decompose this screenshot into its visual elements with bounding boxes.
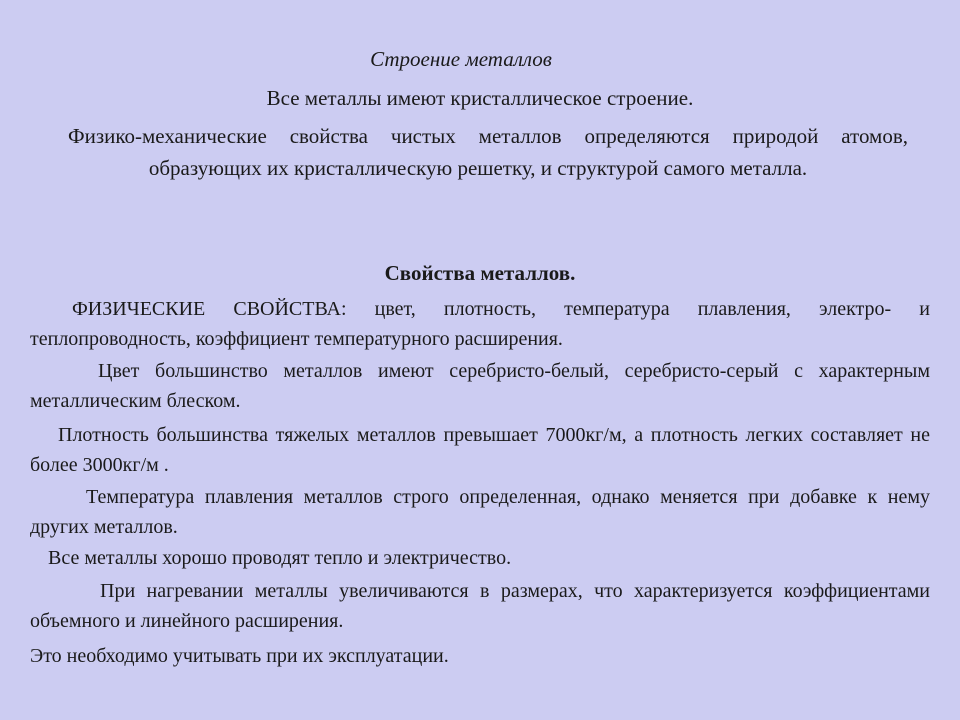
paragraph-operation: Это необходимо учитывать при их эксплуатации. xyxy=(30,645,449,667)
paragraph-conductivity: Все металлы хорошо проводят тепло и электричество. xyxy=(48,547,512,569)
paragraph-density: Плотность большинства тяжелых металлов превышает 7000кг/м, а плотность легких составляет не более 3000кг/м . xyxy=(30,424,930,476)
section-title: Свойства металлов. xyxy=(384,261,576,285)
slide-title: Строение металлов xyxy=(370,47,552,71)
paragraph-color: Цвет большинство металлов имеют серебристо-белый, серебристо-серый с характерным металлическим блеском. xyxy=(30,360,930,412)
paragraph-expansion: При нагревании металлы увеличиваются в размерах, что характеризуется коэффициентами объемного и линейного расширения. xyxy=(30,580,930,632)
paragraph-melting: Температура плавления металлов строго определенная, однако меняется при добавке к нему других металлов. xyxy=(30,486,930,538)
paragraph-physical-properties: ФИЗИЧЕСКИЕ СВОЙСТВА: цвет, плотность, температура плавления, электро- и теплопроводность, коэффициент температурного расширения. xyxy=(30,298,930,350)
intro-line: Все металлы имеют кристаллическое строение. xyxy=(266,86,694,110)
intro-paragraph: Физико-механические свойства чистых металлов определяются природой атомов, образующих их кристаллическую решетку, и структурой самого металла. xyxy=(68,124,908,180)
